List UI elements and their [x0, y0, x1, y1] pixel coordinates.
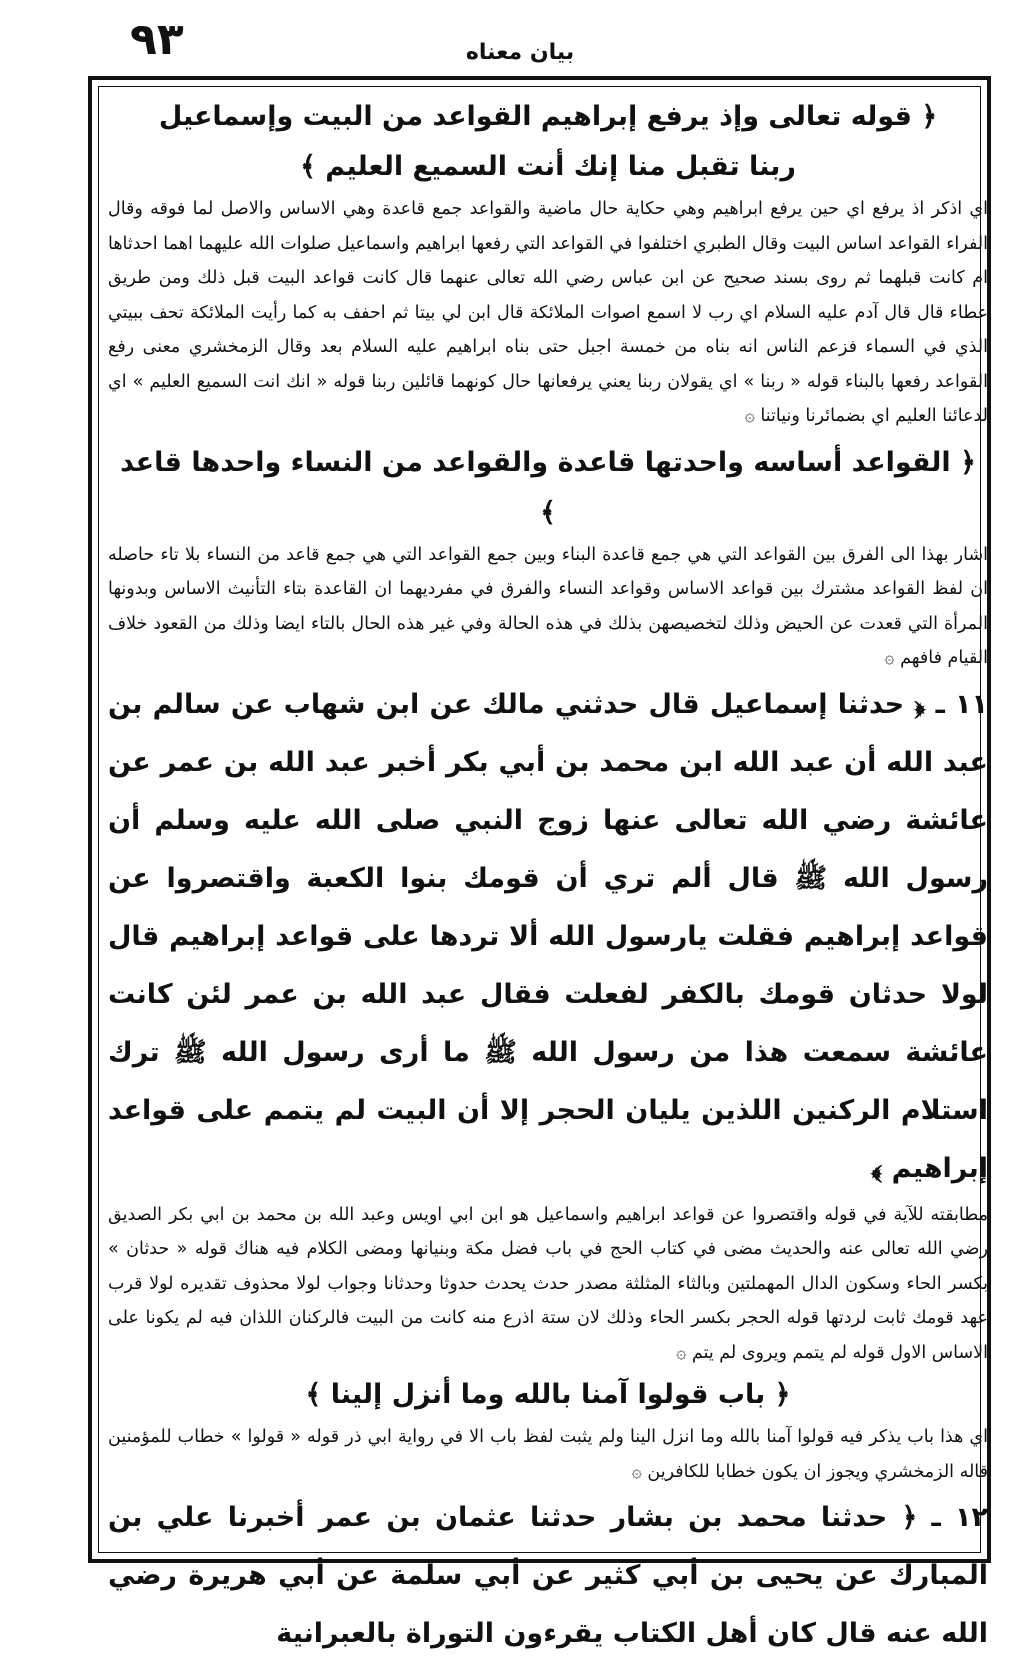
- page-body: [108, 92, 988, 1663]
- hadith-12: [108, 1489, 988, 1663]
- verse-heading-line-2: ربنا تقبل منا إنك أنت السميع العليم ﴾: [300, 151, 796, 182]
- hadith-11-text: ١١ ـ ﴿ حدثنا إسماعيل قال حدثني مالك عن ابن شهاب عن سالم بن عبد الله أن عبد الله ابن محمد بن أبي بكر أخبر عبد الله بن عمر عن عائشة رضي الله تعالى عنها زوج النبي صلى الله عليه وسلم أن رسول الله ﷺ قال ألم تري أن قومك بنوا الكعبة واقتصروا عن قواعد إبراهيم فقلت يارسول الله ألا تردها على قواعد إبراهيم قال لولا حدثان قومك بالكفر لفعلت فقال عبد الله بن عمر لئن كانت عائشة سمعت هذا من رسول الله ﷺ ما أرى رسول الله ﷺ ترك استلام الركنين اللذين يليان الحجر إلا أن البيت لم يتمم على قواعد إبراهيم ﴾: [108, 688, 988, 1184]
- hadith-12-text: ١٢ ـ ﴿ حدثنا محمد بن بشار حدثنا عثمان بن عمر أخبرنا علي بن المبارك عن يحيى بن أبي كثير عن أبي سلمة عن أبي هريرة رضي الله عنه قال كان أهل الكتاب يقرءون التوراة بالعبرانية: [108, 1502, 988, 1649]
- qawaid-commentary: اشار بهذا الى الفرق بين القواعد التي هي جمع قاعدة البناء وبين جمع القواعد التي هي جمع قاعد من النساء بلا تاء حاصله ان لفظ القواعد مشترك بين قواعد الاساس وقواعد النساء والفرق في مفرديهما ان القاعدة بتاء التأنيث الاساس وبدونها المرأة التي قعدت عن الحيض وذلك لتخصيصهن بذلك في هذه الحالة وفي غير هذه الحال بالتاء ايضا وذلك من القعود خلاف القيام فافهم ۞: [108, 544, 988, 668]
- running-title: بيان معناه: [465, 40, 575, 65]
- bab-commentary: اي هذا باب يذكر فيه قولوا آمنا بالله وما انزل الينا ولم يثبت لفظ باب الا في رواية ابي ذر قوله « قولوا » خطاب للمؤمنين قاله الزمخشري ويجوز ان يكون خطابا للكافرين ۞: [108, 1427, 988, 1482]
- hadith-11-commentary: مطابقته للآية في قوله واقتصروا عن قواعد ابراهيم واسماعيل هو ابن ابي اويس وعبد الله بن محمد بن ابي بكر الصديق رضي الله تعالى عنه والحديث مضى في كتاب الحج في باب فضل مكة وبنيانها ومضى الكلام فيه هناك قوله « حدثان » بكسر الحاء وسكون الدال المهملتين وبالثاء المثلثة مصدر حدث يحدث حدوثا وحدثانا وجواب لولا محذوف تقديره لولا قرب عهد قومك ثابت لردتها قوله الحجر بكسر الحاء وذلك لان ستة اذرع منه كانت من البيت فالركنان اللذان فيه لم يكونا على الاساس الاول قوله لم يتمم ويروى لم يتم ۞: [108, 1204, 988, 1363]
- section-bab-qulu-amanna: [108, 1370, 988, 1489]
- verse-heading-line-1: ﴿ قوله تعالى وإذ يرفع إبراهيم القواعد من البيت وإسماعيل: [158, 101, 938, 132]
- section-verse-rafa-qawaid: [108, 92, 988, 434]
- page-number: ٩٣: [130, 14, 184, 65]
- hadith-11: [108, 676, 988, 1371]
- qawaid-heading: ﴿ القواعد أساسه واحدتها قاعدة والقواعد من النساء واحدها قاعد ﴾: [120, 446, 976, 528]
- section-qawaid-definition: [108, 438, 988, 676]
- verse-commentary: اي اذكر اذ يرفع اي حين يرفع ابراهيم وهي حكاية حال ماضية والقواعد جمع قاعدة وهي الاساس والاصل لما فوقه وقال الفراء القواعد اساس البيت وقال الطبري اختلفوا في القواعد التي رفعها ابراهيم واسماعيل صلوات الله عليهما اهما احدثاها ام كانت قبلهما ثم روى بسند صحيح عن ابن عباس رضي الله تعالى عنهما قال كانت قواعد البيت قبل ذلك ومن طريق عطاء قال قال آدم عليه السلام اي رب لا اسمع اصوات الملائكة قال ابن لي بيتا ثم احفف به كما رأيت الملائكة تحف ببيتي الذي في السماء فزعم الناس انه بناه من خمسة اجبل حتى بناه ابراهيم عليه السلام بعد وقال الزمخشري معنى رفع القواعد رفعها بالبناء قوله « ربنا » اي يقولان ربنا يعني يرفعانها حال كونهما قائلين ربنا قوله « انك انت السميع العليم » اي لدعائنا العليم اي بضمائرنا ونياتنا ۞: [108, 199, 988, 426]
- bab-heading: ﴿ باب قولوا آمنا بالله وما أنزل إلينا ﴾: [305, 1379, 791, 1410]
